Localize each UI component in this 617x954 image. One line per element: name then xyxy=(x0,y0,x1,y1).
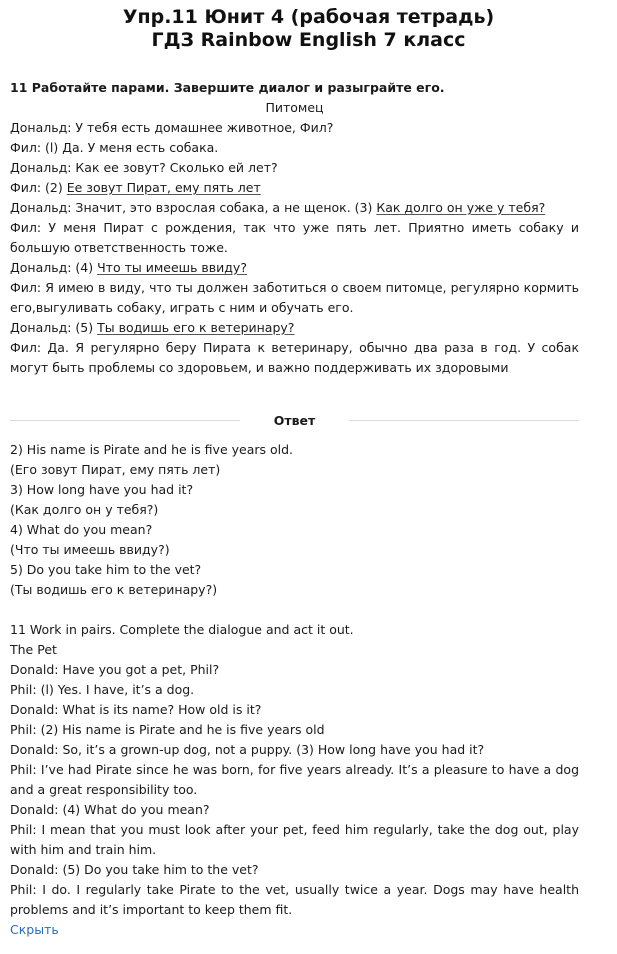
english-line: Phil: I do. I regularly take Pirate to the vet, usually twice a year. Dogs may have health problems and it’s important to keep them fit. xyxy=(10,882,579,917)
answer-line: (Что ты имеешь ввиду?) xyxy=(10,542,170,557)
english-line: Donald: What is its name? How old is it? xyxy=(10,702,262,717)
answer-line: (Ты водишь его к ветеринару?) xyxy=(10,582,218,597)
dialogue-prefix: Дональд: Значит, это взрослая собака, а не щенок. (3) xyxy=(10,200,377,215)
title-line-1: Упр.11 Юнит 4 (рабочая тетрадь) xyxy=(122,6,495,28)
dialogue-line: Фил: (l) Да. У меня есть собака. xyxy=(10,140,219,155)
answer-line: (Как долго он у тебя?) xyxy=(10,502,159,517)
dialogue-line: Дональд: У тебя есть домашнее животное, Фил? xyxy=(10,120,334,135)
answer-line: (Его зовут Пират, ему пять лет) xyxy=(10,462,221,477)
answer-fill: Ты водишь его к ветеринару? xyxy=(97,320,295,335)
dialogue-line xyxy=(10,258,579,278)
task-english xyxy=(10,620,579,940)
answer-line: 5) Do you take him to the vet? xyxy=(10,562,202,577)
answer-fill: Что ты имеешь ввиду? xyxy=(97,260,247,275)
english-line: Phil: I’ve had Pirate since he was born, for five years already. It’s a pleasure to have a dog and a great responsibility too. xyxy=(10,762,579,797)
task-subtitle: Питомец xyxy=(265,100,324,115)
english-subtitle: The Pet xyxy=(10,642,57,657)
answer-block xyxy=(10,440,579,600)
answer-line: 4) What do you mean? xyxy=(10,522,153,537)
answer-divider xyxy=(10,410,579,430)
answer-line: 2) His name is Pirate and he is five years old. xyxy=(10,442,294,457)
english-line: Phil: (l) Yes. I have, it’s a dog. xyxy=(10,682,195,697)
dialogue-prefix: Дональд: (5) xyxy=(10,320,98,335)
dialogue-prefix: Фил: (2) xyxy=(10,180,67,195)
dialogue-line xyxy=(10,198,579,218)
dialogue-line: Фил: Да. Я регулярно беру Пирата к ветеринару, обычно два раза в год. У собак могут быть проблемы со здоровьем, и важно поддерживать их здоровыми xyxy=(10,340,579,375)
task-header: 11 Работайте парами. Завершите диалог и разыграйте его. xyxy=(10,80,445,95)
page-title xyxy=(0,6,617,52)
divider-rule-left xyxy=(10,420,240,421)
english-line: Donald: So, it’s a grown-up dog, not a puppy. (3) How long have you had it? xyxy=(10,742,485,757)
dialogue-line xyxy=(10,318,579,338)
title-line-2: ГДЗ Rainbow English 7 класс xyxy=(151,29,466,51)
dialogue-line xyxy=(10,178,579,198)
dialogue-prefix: Дональд: (4) xyxy=(10,260,98,275)
dialogue-line: Фил: Я имею в виду, что ты должен заботиться о своем питомце, регулярно кормить его,выгуливать собаку, играть с ним и обучать его. xyxy=(10,280,579,315)
hide-link[interactable]: Скрыть xyxy=(10,922,59,937)
answer-fill: Как долго он уже у тебя? xyxy=(376,200,546,215)
answer-fill: Ее зовут Пират, ему пять лет xyxy=(66,180,261,195)
english-line: Donald: Have you got a pet, Phil? xyxy=(10,662,220,677)
dialogue-line: Фил: У меня Пират с рождения, так что уже пять лет. Приятно иметь собаку и большую ответственность тоже. xyxy=(10,220,579,255)
english-line: Phil: I mean that you must look after your pet, feed him regularly, take the dog out, play with him and train him. xyxy=(10,822,579,857)
english-header: 11 Work in pairs. Complete the dialogue and act it out. xyxy=(10,622,354,637)
answer-label: Ответ xyxy=(273,412,316,428)
dialogue-line: Дональд: Как ее зовут? Сколько ей лет? xyxy=(10,160,278,175)
english-line: Donald: (5) Do you take him to the vet? xyxy=(10,862,259,877)
english-line: Phil: (2) His name is Pirate and he is five years old xyxy=(10,722,325,737)
answer-line: 3) How long have you had it? xyxy=(10,482,194,497)
task-russian xyxy=(10,78,579,378)
english-line: Donald: (4) What do you mean? xyxy=(10,802,210,817)
divider-rule-right xyxy=(349,420,579,421)
